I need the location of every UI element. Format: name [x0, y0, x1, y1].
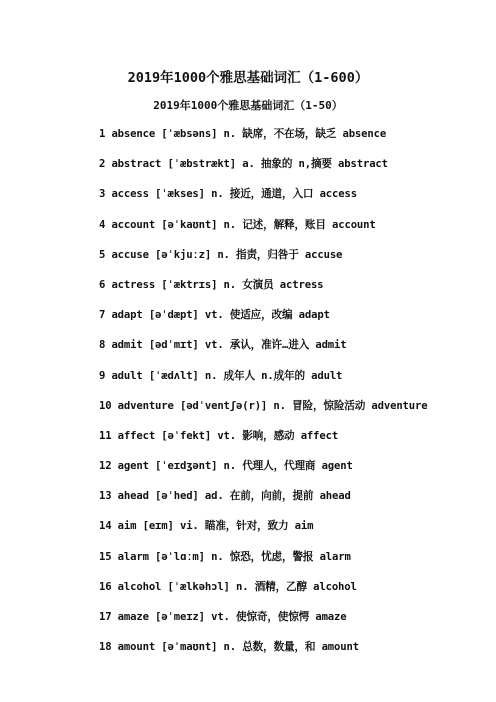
vocabulary-entry: 5 accuse [əˈkjuːz] n. 指责，归咎于 accuse [99, 248, 343, 261]
vocabulary-entry: 18 amount [əˈmaʊnt] n. 总数，数量，和 amount [99, 641, 359, 654]
vocabulary-entry: 1 absence [ˈæbsəns] n. 缺席，不在场，缺乏 absence [99, 128, 387, 140]
vocabulary-list [99, 128, 491, 671]
vocabulary-entry: 6 actress [ˈæktrɪs] n. 女演员 actress [99, 278, 324, 291]
vocabulary-entry: 9 adult [ˈædʌlt] n. 成年人 n.成年的 adult [99, 369, 343, 382]
vocabulary-entry: 13 ahead [əˈhed] ad. 在前，向前，提前 ahead [99, 490, 351, 503]
vocabulary-entry: 12 agent [ˈeɪdʒənt] n. 代理人，代理商 agent [99, 460, 353, 473]
document-subtitle: 2019年1000个雅思基础词汇（1-50） [153, 99, 343, 112]
vocabulary-entry: 15 alarm [əˈlɑːm] n. 惊恐，忧虑，警报 alarm [99, 550, 351, 563]
vocabulary-entry: 8 admit [ədˈmɪt] vt. 承认，准许…进入 admit [99, 339, 347, 352]
vocabulary-entry: 14 aim [eɪm] vi. 瞄准，针对，致力 aim [99, 520, 314, 533]
vocabulary-entry: 16 alcohol [ˈælkəhɔl] n. 酒精，乙醇 alcohol [99, 580, 357, 593]
vocabulary-entry: 4 account [əˈkaʊnt] n. 记述，解释，账目 account [99, 218, 376, 231]
document-title: 2019年1000个雅思基础词汇（1-600） [127, 70, 369, 86]
vocabulary-entry: 10 adventure [ədˈventʃə(r)] n. 冒险，惊险活动 adventure [99, 399, 428, 412]
vocabulary-entry: 3 access [ˈækses] n. 接近，通道，入口 access [99, 188, 357, 201]
vocabulary-entry: 11 affect [əˈfekt] vt. 影响，感动 affect [99, 429, 339, 442]
vocabulary-entry: 2 abstract [ˈæbstrækt] a. 抽象的 n,摘要 abstract [99, 158, 388, 171]
vocabulary-entry: 7 adapt [əˈdæpt] vt. 使适应，改编 adapt [99, 309, 330, 322]
vocabulary-entry: 17 amaze [əˈmeɪz] vt. 使惊奇，使惊愕 amaze [99, 611, 347, 623]
